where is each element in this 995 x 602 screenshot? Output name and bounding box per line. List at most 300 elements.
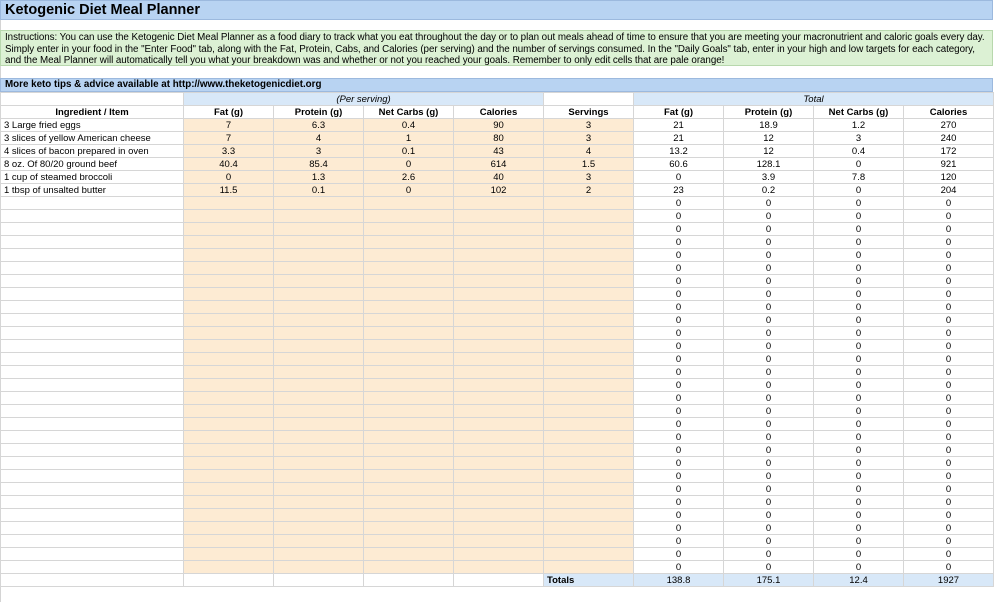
fat-cell[interactable]: [184, 405, 274, 418]
total-calories-cell[interactable]: 0: [904, 197, 994, 210]
fat-cell[interactable]: [184, 210, 274, 223]
fat-cell[interactable]: [184, 444, 274, 457]
fat-cell[interactable]: 3.3: [184, 145, 274, 158]
calories-cell[interactable]: [454, 496, 544, 509]
total-protein-cell[interactable]: 0: [724, 418, 814, 431]
total-net-carbs-cell[interactable]: 0: [814, 535, 904, 548]
calories-cell[interactable]: [454, 301, 544, 314]
totals-protein[interactable]: 175.1: [724, 574, 814, 587]
ingredient-cell[interactable]: [1, 366, 184, 379]
total-protein-cell[interactable]: 0: [724, 236, 814, 249]
ingredient-cell[interactable]: 4 slices of bacon prepared in oven: [1, 145, 184, 158]
protein-cell[interactable]: [274, 223, 364, 236]
net-carbs-cell[interactable]: 0: [364, 158, 454, 171]
protein-cell[interactable]: 3: [274, 145, 364, 158]
total-fat-cell[interactable]: 0: [634, 561, 724, 574]
net-carbs-cell[interactable]: [364, 457, 454, 470]
total-fat-cell[interactable]: 0: [634, 340, 724, 353]
total-net-carbs-cell[interactable]: 0: [814, 418, 904, 431]
fat-cell[interactable]: [184, 223, 274, 236]
servings-cell[interactable]: [544, 249, 634, 262]
total-protein-cell[interactable]: 0: [724, 379, 814, 392]
total-calories-cell[interactable]: 0: [904, 353, 994, 366]
servings-cell[interactable]: [544, 223, 634, 236]
total-protein-cell[interactable]: 0.2: [724, 184, 814, 197]
fat-cell[interactable]: [184, 327, 274, 340]
total-net-carbs-cell[interactable]: 0: [814, 340, 904, 353]
net-carbs-cell[interactable]: [364, 366, 454, 379]
ingredient-cell[interactable]: [1, 236, 184, 249]
total-calories-cell[interactable]: 0: [904, 249, 994, 262]
protein-cell[interactable]: 4: [274, 132, 364, 145]
net-carbs-cell[interactable]: [364, 327, 454, 340]
calories-cell[interactable]: [454, 548, 544, 561]
calories-cell[interactable]: [454, 522, 544, 535]
cell[interactable]: [1, 93, 184, 106]
ingredient-cell[interactable]: [1, 561, 184, 574]
calories-cell[interactable]: 40: [454, 171, 544, 184]
total-protein-cell[interactable]: 0: [724, 197, 814, 210]
total-net-carbs-cell[interactable]: 7.8: [814, 171, 904, 184]
ingredient-cell[interactable]: [1, 405, 184, 418]
total-calories-cell[interactable]: 0: [904, 223, 994, 236]
fat-cell[interactable]: 11.5: [184, 184, 274, 197]
protein-cell[interactable]: [274, 340, 364, 353]
total-fat-cell[interactable]: 0: [634, 210, 724, 223]
fat-cell[interactable]: [184, 275, 274, 288]
net-carbs-cell[interactable]: [364, 431, 454, 444]
fat-cell[interactable]: [184, 431, 274, 444]
net-carbs-cell[interactable]: 0: [364, 184, 454, 197]
fat-cell[interactable]: [184, 548, 274, 561]
total-net-carbs-cell[interactable]: 0: [814, 314, 904, 327]
total-calories-cell[interactable]: 0: [904, 275, 994, 288]
total-calories-cell[interactable]: 0: [904, 418, 994, 431]
fat-cell[interactable]: [184, 197, 274, 210]
protein-cell[interactable]: 1.3: [274, 171, 364, 184]
fat-cell[interactable]: [184, 535, 274, 548]
total-calories-cell[interactable]: 270: [904, 119, 994, 132]
total-fat-cell[interactable]: 0: [634, 314, 724, 327]
ingredient-cell[interactable]: [1, 353, 184, 366]
total-net-carbs-cell[interactable]: 0.4: [814, 145, 904, 158]
total-fat-cell[interactable]: 0: [634, 496, 724, 509]
calories-cell[interactable]: 90: [454, 119, 544, 132]
servings-cell[interactable]: [544, 314, 634, 327]
total-calories-cell[interactable]: 240: [904, 132, 994, 145]
servings-cell[interactable]: 4: [544, 145, 634, 158]
calories-cell[interactable]: [454, 210, 544, 223]
protein-cell[interactable]: [274, 327, 364, 340]
total-fat-cell[interactable]: 0: [634, 327, 724, 340]
ingredient-cell[interactable]: [1, 496, 184, 509]
total-calories-cell[interactable]: 0: [904, 236, 994, 249]
servings-cell[interactable]: [544, 301, 634, 314]
net-carbs-cell[interactable]: [364, 379, 454, 392]
ingredient-cell[interactable]: [1, 275, 184, 288]
servings-cell[interactable]: [544, 340, 634, 353]
servings-cell[interactable]: [544, 470, 634, 483]
total-protein-cell[interactable]: 0: [724, 496, 814, 509]
total-calories-cell[interactable]: 0: [904, 444, 994, 457]
total-protein-cell[interactable]: 0: [724, 249, 814, 262]
servings-cell[interactable]: [544, 236, 634, 249]
total-calories-cell[interactable]: 0: [904, 405, 994, 418]
calories-cell[interactable]: [454, 379, 544, 392]
ingredient-cell[interactable]: [1, 522, 184, 535]
net-carbs-cell[interactable]: [364, 470, 454, 483]
total-calories-cell[interactable]: 0: [904, 561, 994, 574]
fat-cell[interactable]: [184, 236, 274, 249]
totals-calories[interactable]: 1927: [904, 574, 994, 587]
total-net-carbs-cell[interactable]: 3: [814, 132, 904, 145]
servings-cell[interactable]: [544, 535, 634, 548]
net-carbs-cell[interactable]: [364, 262, 454, 275]
total-calories-cell[interactable]: 172: [904, 145, 994, 158]
protein-cell[interactable]: [274, 314, 364, 327]
total-protein-cell[interactable]: 0: [724, 548, 814, 561]
total-calories-cell[interactable]: 0: [904, 366, 994, 379]
net-carbs-cell[interactable]: [364, 314, 454, 327]
ingredient-cell[interactable]: [1, 457, 184, 470]
protein-cell[interactable]: [274, 457, 364, 470]
fat-cell[interactable]: [184, 509, 274, 522]
total-fat-cell[interactable]: 0: [634, 262, 724, 275]
net-carbs-cell[interactable]: [364, 249, 454, 262]
protein-cell[interactable]: [274, 522, 364, 535]
total-protein-cell[interactable]: 0: [724, 470, 814, 483]
calories-cell[interactable]: [454, 327, 544, 340]
net-carbs-cell[interactable]: [364, 509, 454, 522]
total-calories-cell[interactable]: 0: [904, 379, 994, 392]
cell[interactable]: [364, 574, 454, 587]
calories-cell[interactable]: 43: [454, 145, 544, 158]
total-fat-cell[interactable]: 0: [634, 301, 724, 314]
protein-cell[interactable]: [274, 288, 364, 301]
protein-cell[interactable]: [274, 561, 364, 574]
net-carbs-cell[interactable]: 0.4: [364, 119, 454, 132]
fat-cell[interactable]: 7: [184, 132, 274, 145]
total-net-carbs-cell[interactable]: 0: [814, 366, 904, 379]
total-calories-cell[interactable]: 0: [904, 301, 994, 314]
protein-cell[interactable]: [274, 301, 364, 314]
total-fat-cell[interactable]: 0: [634, 223, 724, 236]
total-net-carbs-cell[interactable]: 0: [814, 288, 904, 301]
total-net-carbs-cell[interactable]: 0: [814, 561, 904, 574]
ingredient-cell[interactable]: 3 slices of yellow American cheese: [1, 132, 184, 145]
total-fat-cell[interactable]: 0: [634, 249, 724, 262]
ingredient-cell[interactable]: [1, 431, 184, 444]
total-calories-cell[interactable]: 0: [904, 210, 994, 223]
ingredient-cell[interactable]: [1, 470, 184, 483]
servings-cell[interactable]: [544, 483, 634, 496]
total-fat-cell[interactable]: 0: [634, 288, 724, 301]
total-net-carbs-cell[interactable]: 0: [814, 509, 904, 522]
calories-cell[interactable]: [454, 275, 544, 288]
total-calories-cell[interactable]: 0: [904, 509, 994, 522]
fat-cell[interactable]: [184, 522, 274, 535]
protein-cell[interactable]: [274, 379, 364, 392]
calories-cell[interactable]: [454, 314, 544, 327]
net-carbs-cell[interactable]: [364, 522, 454, 535]
calories-cell[interactable]: [454, 444, 544, 457]
total-calories-cell[interactable]: 0: [904, 262, 994, 275]
total-fat-cell[interactable]: 21: [634, 132, 724, 145]
net-carbs-cell[interactable]: [364, 301, 454, 314]
calories-cell[interactable]: [454, 288, 544, 301]
total-calories-cell[interactable]: 0: [904, 522, 994, 535]
calories-cell[interactable]: [454, 392, 544, 405]
total-protein-cell[interactable]: 0: [724, 392, 814, 405]
fat-cell[interactable]: [184, 353, 274, 366]
total-protein-cell[interactable]: 0: [724, 483, 814, 496]
total-fat-cell[interactable]: 0: [634, 509, 724, 522]
total-fat-cell[interactable]: 0: [634, 418, 724, 431]
total-fat-cell[interactable]: 21: [634, 119, 724, 132]
total-net-carbs-cell[interactable]: 0: [814, 457, 904, 470]
calories-cell[interactable]: [454, 366, 544, 379]
protein-cell[interactable]: 0.1: [274, 184, 364, 197]
servings-cell[interactable]: 2: [544, 184, 634, 197]
total-protein-cell[interactable]: 0: [724, 314, 814, 327]
total-calories-cell[interactable]: 0: [904, 327, 994, 340]
totals-fat[interactable]: 138.8: [634, 574, 724, 587]
servings-cell[interactable]: [544, 275, 634, 288]
fat-cell[interactable]: [184, 366, 274, 379]
total-fat-cell[interactable]: 0: [634, 392, 724, 405]
total-protein-cell[interactable]: 0: [724, 340, 814, 353]
ingredient-cell[interactable]: [1, 444, 184, 457]
net-carbs-cell[interactable]: [364, 483, 454, 496]
protein-cell[interactable]: [274, 483, 364, 496]
net-carbs-cell[interactable]: [364, 353, 454, 366]
total-fat-cell[interactable]: 0: [634, 522, 724, 535]
total-protein-cell[interactable]: 128.1: [724, 158, 814, 171]
total-net-carbs-cell[interactable]: 0: [814, 210, 904, 223]
total-protein-cell[interactable]: 12: [724, 132, 814, 145]
servings-cell[interactable]: [544, 210, 634, 223]
fat-cell[interactable]: [184, 379, 274, 392]
total-net-carbs-cell[interactable]: 0: [814, 262, 904, 275]
calories-cell[interactable]: [454, 236, 544, 249]
total-net-carbs-cell[interactable]: 0: [814, 236, 904, 249]
servings-cell[interactable]: [544, 548, 634, 561]
servings-cell[interactable]: [544, 431, 634, 444]
ingredient-cell[interactable]: [1, 340, 184, 353]
net-carbs-cell[interactable]: [364, 210, 454, 223]
fat-cell[interactable]: [184, 262, 274, 275]
protein-cell[interactable]: [274, 275, 364, 288]
fat-cell[interactable]: [184, 314, 274, 327]
ingredient-cell[interactable]: [1, 509, 184, 522]
servings-cell[interactable]: 1.5: [544, 158, 634, 171]
servings-cell[interactable]: [544, 522, 634, 535]
protein-cell[interactable]: 85.4: [274, 158, 364, 171]
total-fat-cell[interactable]: 0: [634, 535, 724, 548]
total-calories-cell[interactable]: 0: [904, 470, 994, 483]
total-protein-cell[interactable]: 0: [724, 262, 814, 275]
total-calories-cell[interactable]: 0: [904, 483, 994, 496]
total-calories-cell[interactable]: 0: [904, 457, 994, 470]
total-protein-cell[interactable]: 0: [724, 210, 814, 223]
total-protein-cell[interactable]: 0: [724, 509, 814, 522]
total-net-carbs-cell[interactable]: 0: [814, 470, 904, 483]
servings-cell[interactable]: [544, 392, 634, 405]
calories-cell[interactable]: 102: [454, 184, 544, 197]
protein-cell[interactable]: [274, 249, 364, 262]
servings-cell[interactable]: [544, 353, 634, 366]
ingredient-cell[interactable]: [1, 262, 184, 275]
servings-cell[interactable]: [544, 405, 634, 418]
sheet-title[interactable]: Ketogenic Diet Meal Planner: [0, 0, 993, 20]
calories-cell[interactable]: [454, 509, 544, 522]
net-carbs-cell[interactable]: [364, 405, 454, 418]
totals-net-carbs[interactable]: 12.4: [814, 574, 904, 587]
fat-cell[interactable]: [184, 470, 274, 483]
total-net-carbs-cell[interactable]: 0: [814, 184, 904, 197]
fat-cell[interactable]: [184, 457, 274, 470]
ingredient-cell[interactable]: 1 tbsp of unsalted butter: [1, 184, 184, 197]
calories-cell[interactable]: [454, 470, 544, 483]
servings-cell[interactable]: [544, 262, 634, 275]
calories-cell[interactable]: [454, 223, 544, 236]
fat-cell[interactable]: 7: [184, 119, 274, 132]
net-carbs-cell[interactable]: [364, 444, 454, 457]
servings-cell[interactable]: [544, 366, 634, 379]
calories-cell[interactable]: [454, 535, 544, 548]
protein-cell[interactable]: [274, 262, 364, 275]
protein-cell[interactable]: [274, 470, 364, 483]
ingredient-cell[interactable]: [1, 223, 184, 236]
fat-cell[interactable]: [184, 249, 274, 262]
ingredient-cell[interactable]: 1 cup of steamed broccoli: [1, 171, 184, 184]
calories-cell[interactable]: [454, 340, 544, 353]
cell[interactable]: [1, 574, 184, 587]
total-net-carbs-cell[interactable]: 0: [814, 197, 904, 210]
fat-cell[interactable]: [184, 483, 274, 496]
calories-cell[interactable]: [454, 431, 544, 444]
fat-cell[interactable]: 40.4: [184, 158, 274, 171]
net-carbs-cell[interactable]: [364, 418, 454, 431]
total-fat-cell[interactable]: 23: [634, 184, 724, 197]
total-protein-cell[interactable]: 0: [724, 327, 814, 340]
net-carbs-cell[interactable]: 0.1: [364, 145, 454, 158]
total-fat-cell[interactable]: 0: [634, 470, 724, 483]
total-calories-cell[interactable]: 204: [904, 184, 994, 197]
total-fat-cell[interactable]: 0: [634, 431, 724, 444]
ingredient-cell[interactable]: [1, 327, 184, 340]
total-protein-cell[interactable]: 0: [724, 288, 814, 301]
total-protein-cell[interactable]: 0: [724, 223, 814, 236]
net-carbs-cell[interactable]: [364, 561, 454, 574]
ingredient-cell[interactable]: [1, 535, 184, 548]
total-fat-cell[interactable]: 0: [634, 353, 724, 366]
calories-cell[interactable]: [454, 483, 544, 496]
total-protein-cell[interactable]: 12: [724, 145, 814, 158]
total-fat-cell[interactable]: 0: [634, 444, 724, 457]
cell[interactable]: [544, 93, 634, 106]
total-net-carbs-cell[interactable]: 0: [814, 275, 904, 288]
protein-cell[interactable]: [274, 353, 364, 366]
total-protein-cell[interactable]: 0: [724, 457, 814, 470]
protein-cell[interactable]: 6.3: [274, 119, 364, 132]
protein-cell[interactable]: [274, 366, 364, 379]
total-fat-cell[interactable]: 0: [634, 236, 724, 249]
net-carbs-cell[interactable]: [364, 288, 454, 301]
total-calories-cell[interactable]: 0: [904, 392, 994, 405]
protein-cell[interactable]: [274, 405, 364, 418]
total-calories-cell[interactable]: 0: [904, 496, 994, 509]
ingredient-cell[interactable]: [1, 418, 184, 431]
protein-cell[interactable]: [274, 210, 364, 223]
total-protein-cell[interactable]: 0: [724, 366, 814, 379]
fat-cell[interactable]: [184, 288, 274, 301]
total-net-carbs-cell[interactable]: 0: [814, 392, 904, 405]
fat-cell[interactable]: 0: [184, 171, 274, 184]
servings-cell[interactable]: 3: [544, 132, 634, 145]
tips-link-cell[interactable]: More keto tips & advice available at http://www.theketogenicdiet.org: [0, 78, 993, 92]
servings-cell[interactable]: [544, 444, 634, 457]
servings-cell[interactable]: [544, 379, 634, 392]
total-net-carbs-cell[interactable]: 0: [814, 301, 904, 314]
total-protein-cell[interactable]: 0: [724, 431, 814, 444]
ingredient-cell[interactable]: [1, 548, 184, 561]
total-net-carbs-cell[interactable]: 0: [814, 496, 904, 509]
total-fat-cell[interactable]: 0: [634, 379, 724, 392]
total-protein-cell[interactable]: 0: [724, 353, 814, 366]
servings-cell[interactable]: [544, 561, 634, 574]
total-net-carbs-cell[interactable]: 0: [814, 249, 904, 262]
protein-cell[interactable]: [274, 444, 364, 457]
fat-cell[interactable]: [184, 392, 274, 405]
total-calories-cell[interactable]: 0: [904, 340, 994, 353]
ingredient-cell[interactable]: [1, 210, 184, 223]
protein-cell[interactable]: [274, 392, 364, 405]
total-fat-cell[interactable]: 60.6: [634, 158, 724, 171]
total-net-carbs-cell[interactable]: 0: [814, 522, 904, 535]
total-net-carbs-cell[interactable]: 0: [814, 379, 904, 392]
protein-cell[interactable]: [274, 431, 364, 444]
total-net-carbs-cell[interactable]: 0: [814, 548, 904, 561]
servings-cell[interactable]: [544, 327, 634, 340]
calories-cell[interactable]: [454, 353, 544, 366]
total-fat-cell[interactable]: 0: [634, 275, 724, 288]
servings-cell[interactable]: [544, 197, 634, 210]
servings-cell[interactable]: [544, 509, 634, 522]
instructions-cell[interactable]: Instructions: You can use the Ketogenic Diet Meal Planner as a food diary to track what you eat throughout the day or to plan out meals ahead of time to ensure that you are meeting your macronutrient and caloric goals every day. Simply enter in your food in the "Enter Food" tab, along with the Fat, Protein, Cabs, and Calories (per serving) and the number of servings consumed. In the "Daily Goals" tab, enter in your high and low targets for each category, and the Meal Planner will automatically tell you what your breakdown was and whether or not you reached your goals. Remember to only edit cells that are pale orange!: [0, 30, 993, 66]
total-protein-cell[interactable]: 3.9: [724, 171, 814, 184]
cell[interactable]: [454, 574, 544, 587]
total-calories-cell[interactable]: 0: [904, 288, 994, 301]
fat-cell[interactable]: [184, 340, 274, 353]
protein-cell[interactable]: [274, 197, 364, 210]
calories-cell[interactable]: [454, 561, 544, 574]
total-fat-cell[interactable]: 0: [634, 548, 724, 561]
fat-cell[interactable]: [184, 418, 274, 431]
ingredient-cell[interactable]: [1, 379, 184, 392]
ingredient-cell[interactable]: 3 Large fried eggs: [1, 119, 184, 132]
net-carbs-cell[interactable]: [364, 535, 454, 548]
protein-cell[interactable]: [274, 509, 364, 522]
total-protein-cell[interactable]: 0: [724, 405, 814, 418]
total-net-carbs-cell[interactable]: 0: [814, 353, 904, 366]
calories-cell[interactable]: [454, 405, 544, 418]
ingredient-cell[interactable]: [1, 483, 184, 496]
net-carbs-cell[interactable]: [364, 496, 454, 509]
total-fat-cell[interactable]: 0: [634, 483, 724, 496]
net-carbs-cell[interactable]: 2.6: [364, 171, 454, 184]
total-protein-cell[interactable]: 0: [724, 522, 814, 535]
